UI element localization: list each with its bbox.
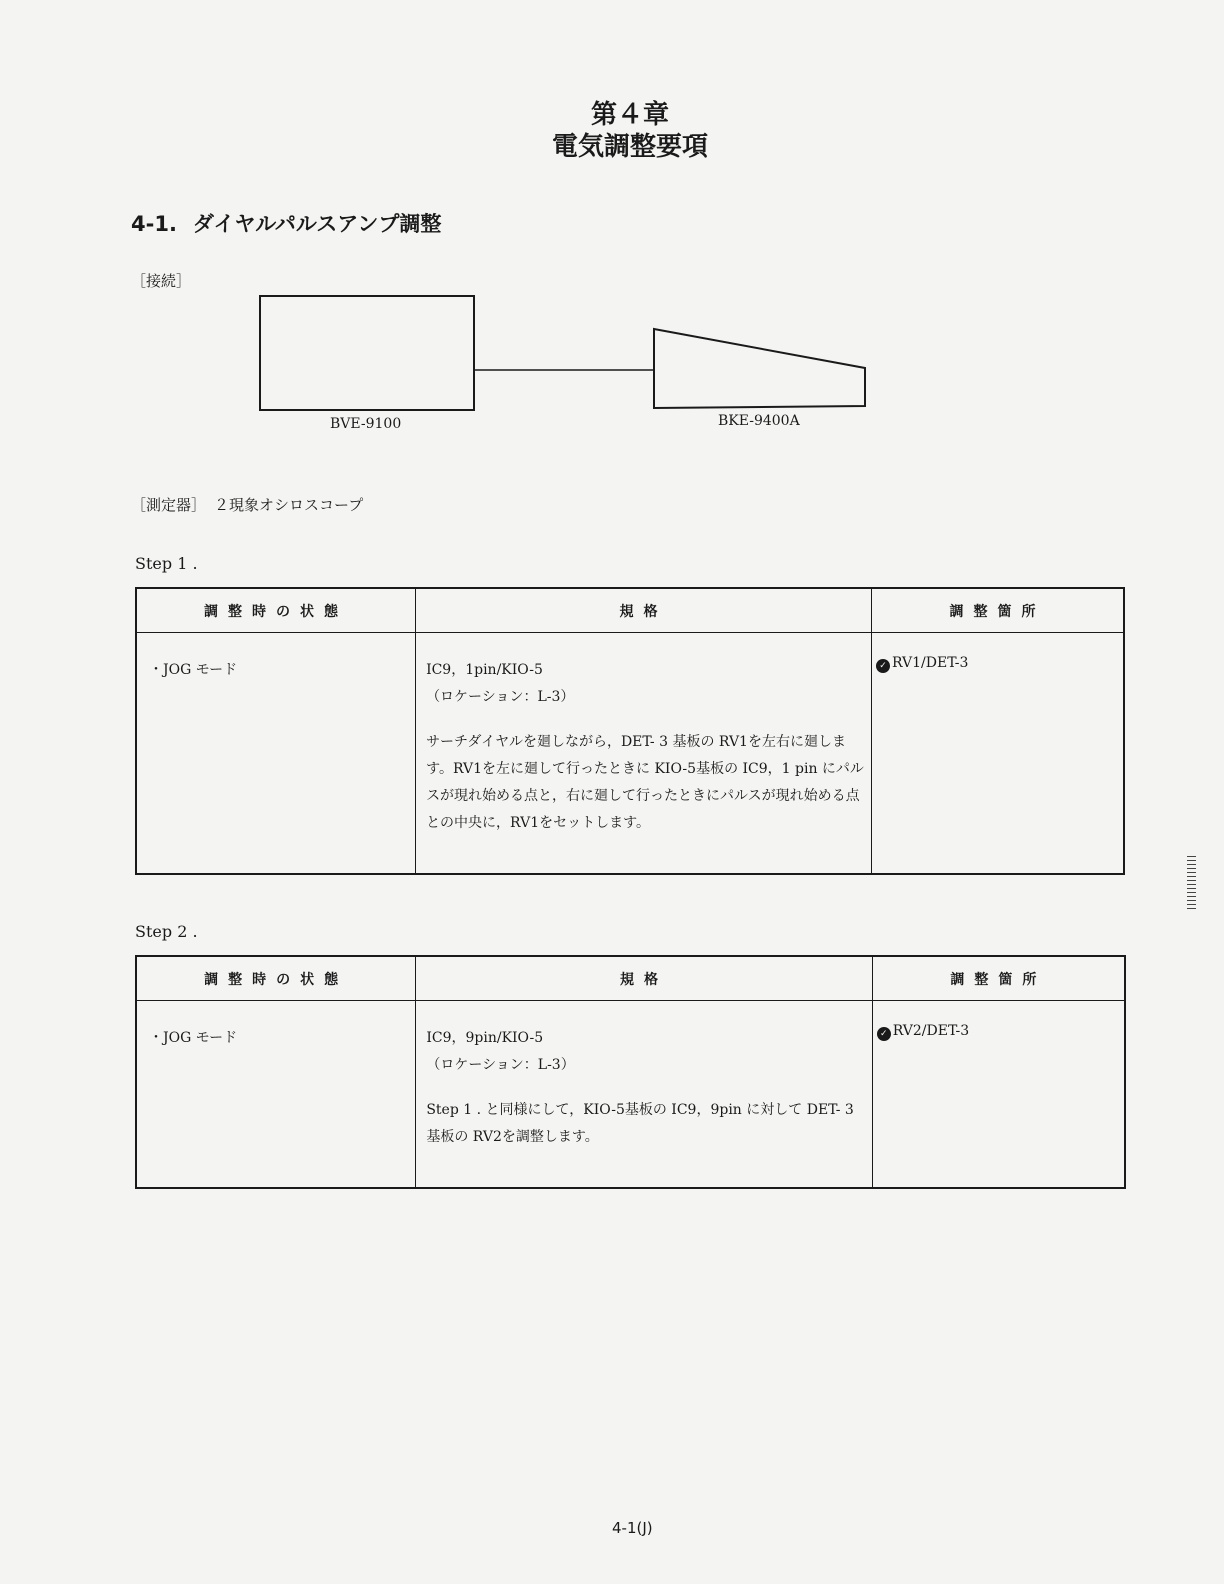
- condition-cell: ・JOG モード: [149, 1030, 238, 1046]
- step-2-table: [135, 955, 1126, 1189]
- device-label-bke: BKE-9400A: [718, 413, 800, 429]
- step-1-table: [135, 587, 1125, 875]
- bve-9100-device: [260, 296, 474, 410]
- location-value: RV1/DET-3: [891, 655, 969, 671]
- section-title: ダイヤルパルスアンプ調整: [192, 212, 442, 236]
- instrument-line: [131, 494, 363, 515]
- connection-diagram: [0, 0, 1224, 450]
- page-number: 4-1(J): [612, 1519, 653, 1537]
- spec-description: サーチダイヤルを廻しながら，DET- 3 基板の RV1を左右に廻します。RV1を左に廻して行ったときに KIO-5基板の IC9，1 pin にパルスが現れ始める点と，右に廻して行ったときにパルスが現れ始める点との中央に，RV1をセットします。: [426, 734, 864, 831]
- location-cell: [873, 1001, 1124, 1041]
- spec-description: Step 1 . と同様にして，KIO-5基板の IC9，9pin に対して DET- 3基板の RV2を調整します。: [426, 1102, 854, 1145]
- adjust-marker-icon: ✓: [877, 1027, 891, 1041]
- header-condition: 調整時の状態: [136, 956, 416, 1001]
- spec-line-1: IC9，9pin/KIO-5: [426, 1030, 544, 1046]
- chapter-title: 電気調整要項: [551, 132, 708, 162]
- spec-line-2: （ロケーション：L-3）: [426, 689, 575, 705]
- page-edge-tick-marks: [1187, 856, 1196, 910]
- table-header-row: [136, 588, 1124, 633]
- spec-line-1: IC9，1pin/KIO-5: [426, 662, 543, 678]
- table-header-row: [136, 956, 1125, 1001]
- instrument-value: ２現象オシロスコープ: [214, 496, 364, 514]
- section-number: 4-1.: [131, 212, 177, 236]
- condition-cell: ・JOG モード: [149, 662, 238, 678]
- chapter-number: 第４章: [590, 100, 669, 130]
- connection-label: ［接続］: [131, 272, 192, 290]
- table-row: [136, 1001, 1125, 1188]
- step-2-label: Step 2 .: [135, 922, 198, 941]
- device-label-bve: BVE-9100: [330, 416, 402, 432]
- bke-9400a-device: [654, 329, 865, 408]
- spec-line-2: （ロケーション：L-3）: [426, 1057, 575, 1073]
- header-spec: 規格: [416, 588, 872, 633]
- table-row: [136, 633, 1124, 874]
- spec-cell: [416, 1001, 871, 1151]
- header-location: 調整箇所: [872, 956, 1125, 1001]
- header-location: 調整箇所: [871, 588, 1124, 633]
- adjust-marker-icon: ✓: [876, 659, 890, 673]
- location-cell: [872, 633, 1123, 673]
- header-condition: 調整時の状態: [136, 588, 416, 633]
- instrument-label: ［測定器］: [131, 496, 207, 514]
- location-value: RV2/DET-3: [892, 1023, 970, 1039]
- spec-cell: [416, 633, 871, 837]
- step-1-label: Step 1 .: [135, 554, 198, 573]
- header-spec: 規格: [416, 956, 872, 1001]
